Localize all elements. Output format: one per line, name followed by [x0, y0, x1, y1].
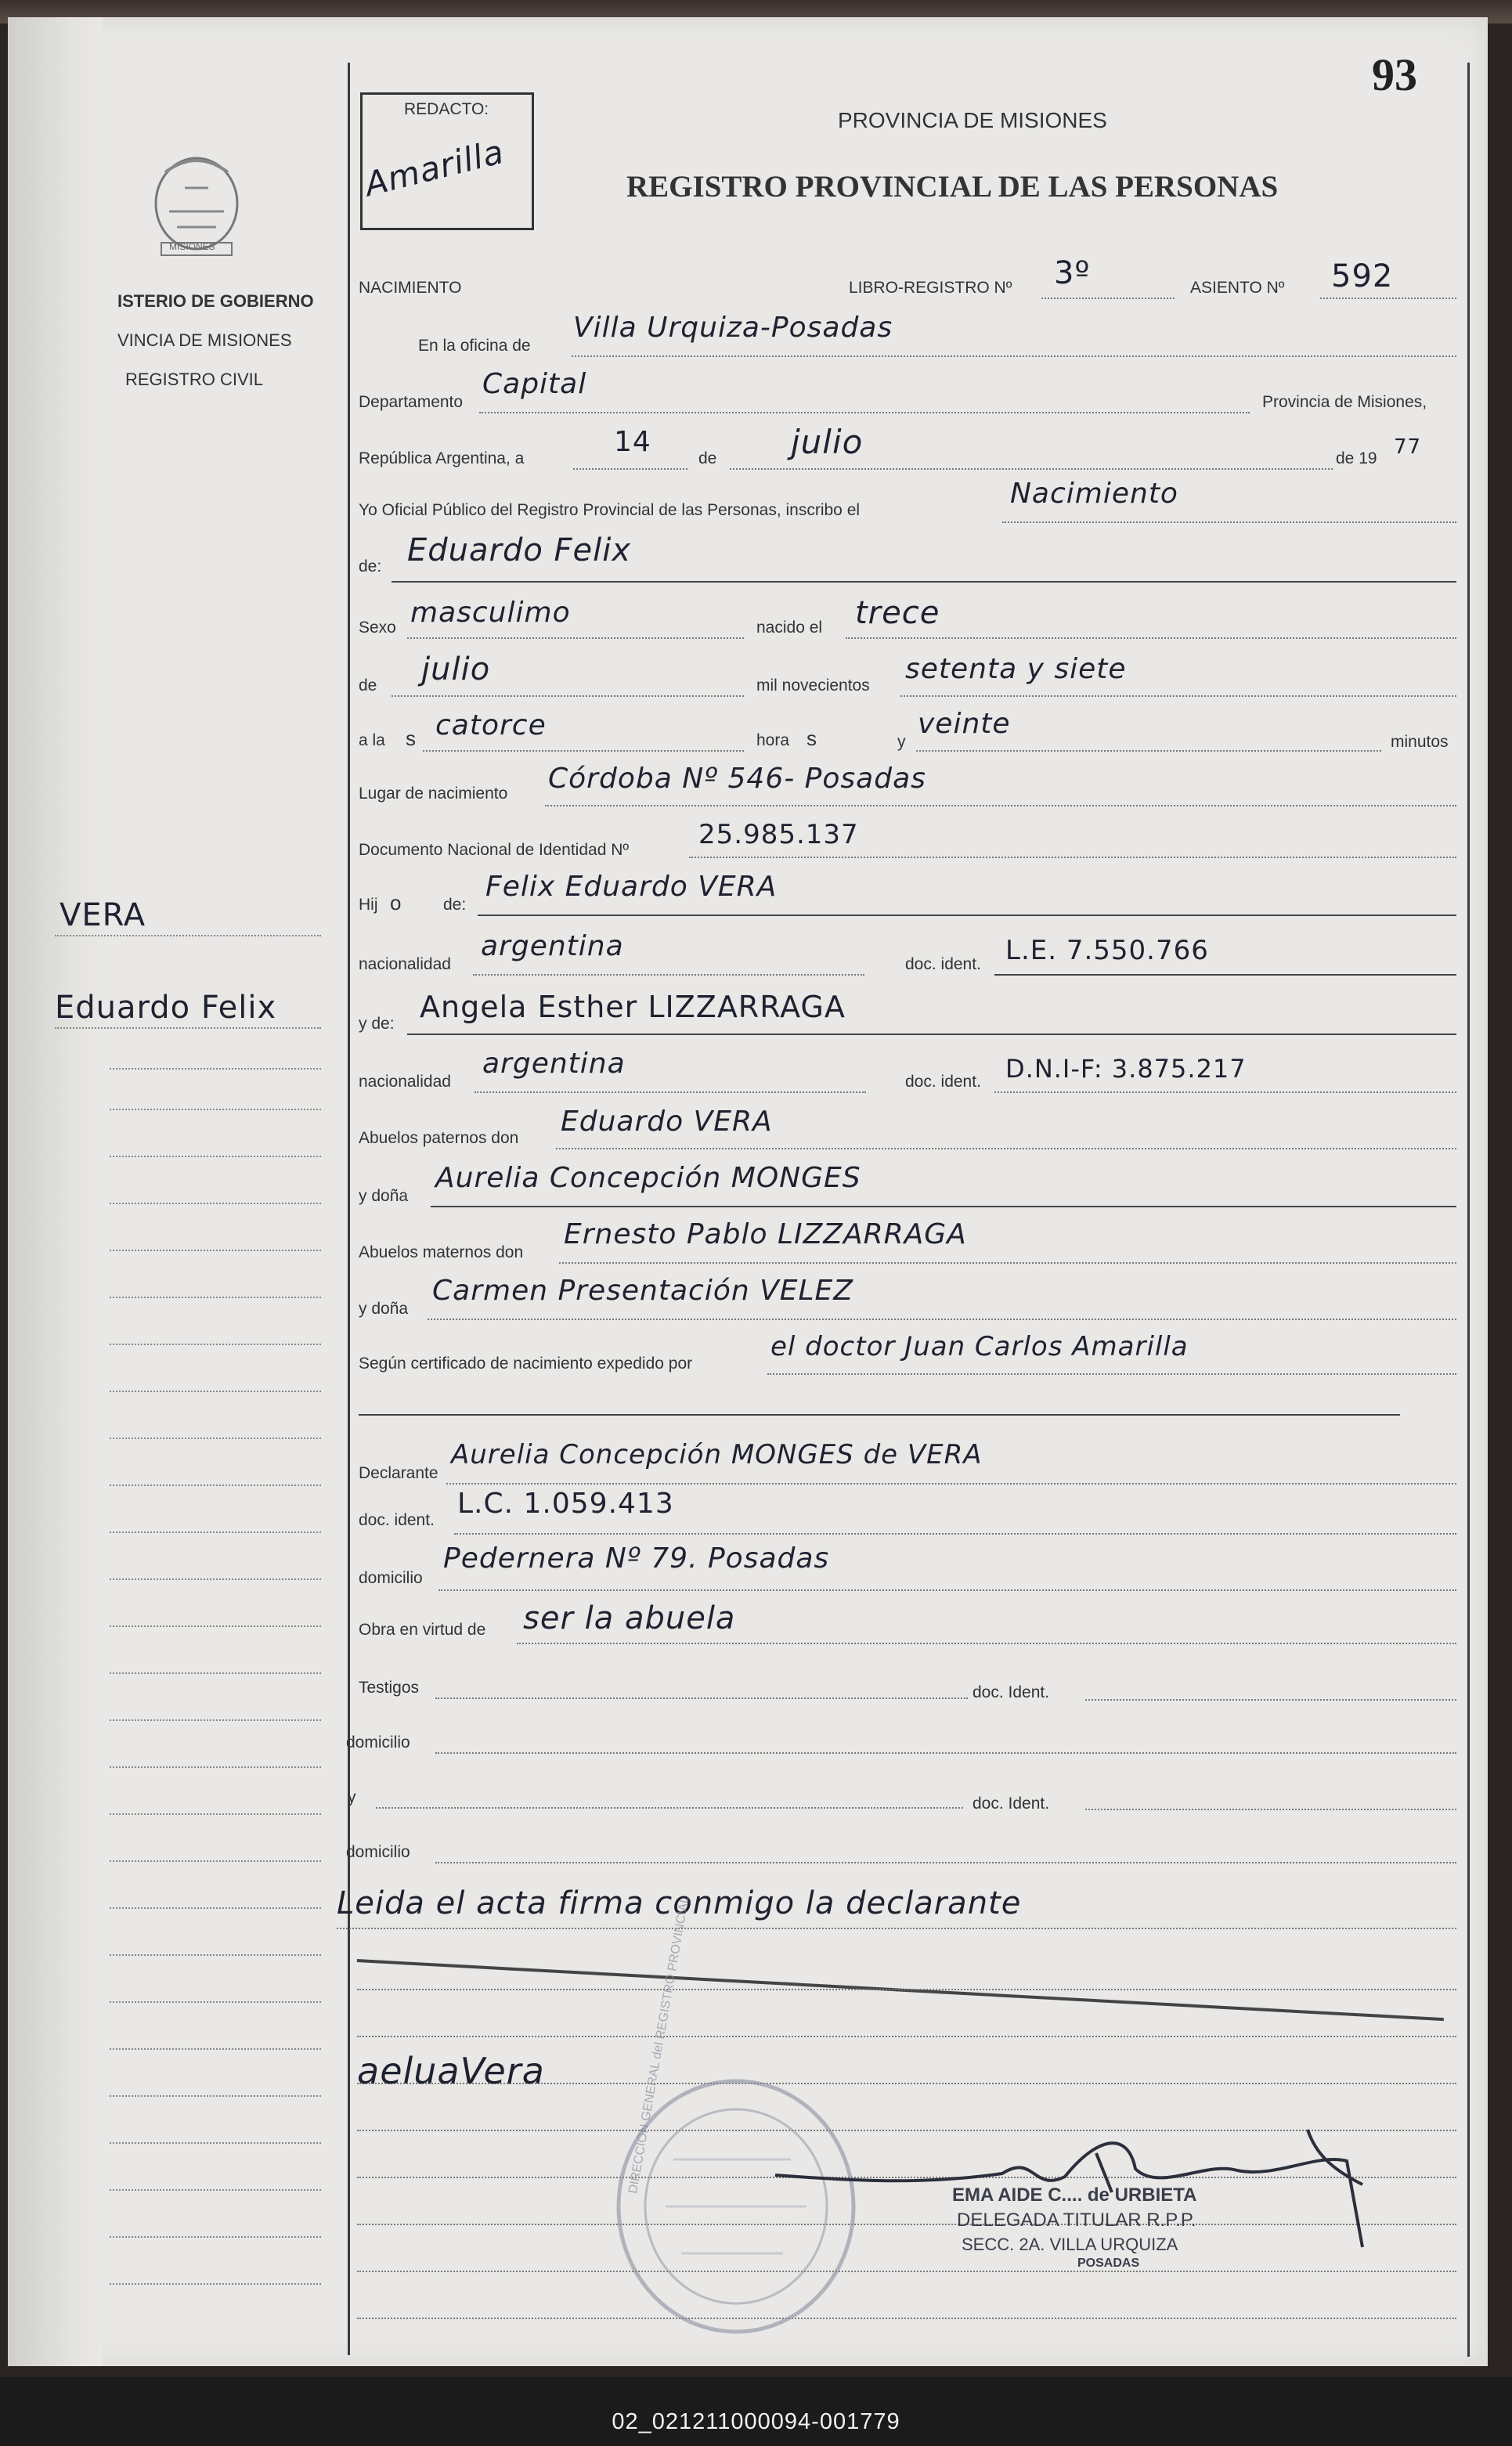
padre-doc-line — [994, 974, 1456, 976]
madre-doc-line — [994, 1091, 1456, 1093]
inscribo-value: Nacimiento — [1010, 478, 1178, 510]
testigos-label: Testigos — [359, 1679, 420, 1697]
margin-rule — [110, 1578, 321, 1580]
decl-doc-value: L.C. 1.059.413 — [457, 1488, 674, 1520]
margin-rule — [110, 1156, 321, 1157]
margin-rule — [110, 1813, 321, 1815]
dia-line — [573, 468, 687, 470]
madre-nac-line — [475, 1091, 866, 1093]
ministry-line: ISTERIO DE GOBIERNO — [117, 291, 314, 311]
cert-label: Según certificado de nacimiento expedido por — [359, 1355, 693, 1373]
margin-rule — [110, 1907, 321, 1909]
act-type-label: NACIMIENTO — [359, 279, 462, 297]
alas-s: s — [406, 727, 416, 750]
margin-given-names: Eduardo Felix — [55, 990, 277, 1026]
lugar-line — [545, 805, 1456, 806]
margin-rule — [110, 1672, 321, 1674]
abmat-dona-label: y doña — [359, 1300, 409, 1318]
padre-nac-value: argentina — [481, 930, 624, 962]
margin-rule — [110, 1344, 321, 1345]
mes-value: julio — [791, 423, 864, 461]
margin-rule — [110, 2236, 321, 2238]
margin-rule — [110, 2283, 321, 2285]
domicilio3-label: domicilio — [346, 1843, 410, 1861]
lugar-label: Lugar de nacimiento — [359, 785, 508, 803]
abpat-line — [556, 1148, 1456, 1149]
margin-rule — [110, 1068, 321, 1070]
declarant-signature: aeluaVera — [357, 2050, 545, 2092]
footer-filename: 02_021211000094-001779 — [612, 2409, 900, 2434]
margin-rule — [55, 935, 321, 936]
madre-doc-label: doc. ident. — [905, 1073, 981, 1091]
sexo-label: Sexo — [359, 619, 396, 637]
libro-label: LIBRO-REGISTRO Nº — [849, 279, 1012, 297]
leida-note: Leida el acta firma conmigo la declarante — [337, 1885, 1022, 1921]
redacto-signature: Amarilla — [360, 132, 508, 204]
domicilio-line — [438, 1589, 1456, 1591]
sexo-value: masculimo — [410, 597, 571, 629]
abpat-dona-label: y doña — [359, 1187, 409, 1205]
mes-nac-value: julio — [421, 651, 491, 687]
horas-s: s — [807, 727, 817, 750]
margin-rule — [110, 1860, 321, 1862]
declarante-line — [446, 1483, 1456, 1485]
anio-label: de 19 — [1336, 449, 1377, 467]
padre-nac-label: nacionalidad — [359, 955, 451, 973]
inscribo-label: Yo Oficial Público del Registro Provincial de las Personas, inscribo el — [359, 501, 861, 519]
blank-line — [357, 1989, 1456, 1990]
minutos-label: minutos — [1391, 733, 1449, 751]
abmat-line — [559, 1262, 1456, 1264]
abpat-label: Abuelos paternos don — [359, 1129, 519, 1147]
obra-line — [517, 1643, 1456, 1644]
child-name-line — [392, 581, 1456, 583]
hijo-o: o — [390, 891, 402, 915]
provincia-suffix: Provincia de Misiones, — [1262, 393, 1427, 411]
padre-doc-value: L.E. 7.550.766 — [1005, 935, 1209, 966]
blank-line — [357, 2271, 1456, 2272]
margin-surname: VERA — [60, 897, 146, 933]
round-seal-text: DIRECCION GENERAL del REGISTRO PROVINCIAL — [626, 1895, 692, 2195]
dni-label: Documento Nacional de Identidad Nº — [359, 841, 630, 859]
official-stamp-line3: SECC. 2A. VILLA URQUIZA — [962, 2235, 1178, 2254]
hijo-de: de: — [443, 896, 467, 914]
registry-header: REGISTRO PROVINCIAL DE LAS PERSONAS — [626, 170, 1279, 204]
obra-label: Obra en virtud de — [359, 1621, 486, 1639]
mes-nac-line — [392, 695, 744, 697]
abmat-value: Ernesto Pablo LIZZARRAGA — [564, 1218, 967, 1250]
margin-rule — [110, 1250, 321, 1251]
nacido-line — [846, 637, 1456, 639]
departamento-value: Capital — [482, 368, 587, 400]
hijo-label: Hij — [359, 896, 378, 914]
minutos-line — [916, 750, 1381, 752]
official-stamp-line1: EMA AIDE C.... de URBIETA — [952, 2184, 1197, 2206]
dia-value: 14 — [614, 426, 651, 458]
abmat-dona-value: Carmen Presentación VELEZ — [432, 1275, 853, 1307]
dni-value: 25.985.137 — [698, 819, 859, 850]
testigos-line — [435, 1697, 968, 1699]
margin-rule — [110, 1485, 321, 1486]
declarante-label: Declarante — [359, 1464, 438, 1482]
binding-strip — [8, 17, 102, 2366]
anio-nac-value: setenta y siete — [905, 653, 1127, 685]
de2-label: de: — [359, 557, 382, 575]
inscribo-line — [1002, 521, 1456, 523]
abmat-label: Abuelos maternos don — [359, 1243, 524, 1261]
testigos-doc-label: doc. Ident. — [973, 1683, 1050, 1701]
oficina-label: En la oficina de — [418, 337, 531, 355]
madre-value: Angela Esther LIZZARRAGA — [420, 990, 846, 1024]
margin-rule — [110, 2095, 321, 2097]
hora-line — [423, 750, 744, 752]
de3-label: de — [359, 676, 377, 694]
abmat-dona-line — [428, 1319, 1456, 1320]
margin-rule — [110, 1625, 321, 1627]
asiento-value: 592 — [1331, 258, 1394, 294]
de-label: de — [698, 449, 717, 467]
departamento-line — [479, 412, 1250, 413]
hora-value: catorce — [435, 709, 547, 741]
anio-nac-line — [900, 695, 1456, 697]
madre-doc-value: D.N.I-F: 3.875.217 — [1005, 1054, 1247, 1084]
minutos-value: veinte — [918, 708, 1011, 740]
margin-rule — [110, 1438, 321, 1439]
domicilio2-label: domicilio — [346, 1733, 410, 1752]
padre-doc-label: doc. ident. — [905, 955, 981, 973]
margin-rule — [110, 2048, 321, 2050]
padre-line — [478, 915, 1456, 916]
leida-line — [337, 1928, 1456, 1929]
margin-rule — [110, 2001, 321, 2003]
redacto-label: REDACTO: — [404, 100, 489, 118]
page-border-right — [1467, 63, 1470, 2357]
libro-line — [1041, 298, 1175, 299]
lugar-value: Córdoba Nº 546- Posadas — [548, 763, 926, 795]
folio-number: 93 — [1372, 49, 1417, 100]
anio-value: 77 — [1394, 435, 1422, 459]
domicilio-value: Pedernera Nº 79. Posadas — [443, 1542, 830, 1575]
margin-rule — [110, 1109, 321, 1110]
testigos-doc-line — [1085, 1699, 1456, 1701]
padre-value: Felix Eduardo VERA — [485, 871, 778, 903]
cert-line-2 — [359, 1414, 1400, 1416]
decl-doc-line — [454, 1533, 1456, 1535]
y2-label: y — [348, 1788, 356, 1806]
madre-line — [407, 1034, 1456, 1035]
y2-doc-line — [1085, 1809, 1456, 1810]
domicilio2-line — [435, 1752, 1456, 1754]
oficina-line — [572, 355, 1456, 357]
domicilio-label: domicilio — [359, 1569, 423, 1587]
child-name-value: Eduardo Felix — [407, 532, 632, 568]
y2-doc-label: doc. Ident. — [973, 1795, 1050, 1813]
margin-rule — [110, 1391, 321, 1392]
asiento-line — [1320, 298, 1456, 299]
abpat-value: Eduardo VERA — [561, 1106, 773, 1138]
official-stamp-line2: DELEGADA TITULAR R.P.P. — [957, 2210, 1196, 2231]
padre-nac-line — [473, 974, 864, 976]
decl-doc-label: doc. ident. — [359, 1511, 435, 1529]
mil-label: mil novecientos — [756, 676, 870, 694]
margin-rule — [110, 1203, 321, 1204]
abpat-dona-line — [431, 1206, 1456, 1207]
margin-rule — [110, 1719, 321, 1721]
dni-line — [689, 857, 1456, 858]
margin-rule — [110, 1954, 321, 1956]
province-line: VINCIA DE MISIONES — [117, 330, 292, 350]
declarante-value: Aurelia Concepción MONGES de VERA — [451, 1439, 983, 1470]
y-label: y — [897, 733, 906, 751]
cert-value: el doctor Juan Carlos Amarilla — [770, 1331, 1189, 1362]
mes-line — [730, 468, 1333, 470]
madre-nac-label: nacionalidad — [359, 1073, 451, 1091]
margin-rule — [55, 1027, 321, 1029]
obra-value: ser la abuela — [523, 1600, 736, 1636]
alas-label: a la — [359, 731, 385, 749]
margin-border-left — [348, 63, 350, 2355]
sexo-line — [407, 637, 744, 639]
y2-line — [376, 1807, 963, 1809]
registry-line: REGISTRO CIVIL — [125, 370, 264, 389]
margin-rule — [110, 1297, 321, 1298]
oficina-value: Villa Urquiza-Posadas — [573, 312, 893, 344]
blank-line — [357, 2318, 1456, 2319]
republica-label: República Argentina, a — [359, 449, 525, 467]
official-stamp-line4: POSADAS — [1077, 2257, 1140, 2270]
abpat-dona-value: Aurelia Concepción MONGES — [435, 1162, 861, 1194]
margin-rule — [110, 1766, 321, 1768]
asiento-label: ASIENTO Nº — [1190, 279, 1285, 297]
domicilio3-line — [435, 1862, 1456, 1863]
margin-rule — [110, 1531, 321, 1533]
margin-rule — [110, 2142, 321, 2144]
nacido-value: trece — [855, 595, 940, 631]
margin-rule — [110, 2189, 321, 2191]
crest-label: MISIONES — [169, 241, 215, 252]
libro-value: 3º — [1054, 255, 1091, 291]
horas-label: hora — [756, 731, 790, 749]
blank-line — [357, 2036, 1456, 2037]
yde-label: y de: — [359, 1015, 395, 1033]
cert-line — [767, 1373, 1456, 1375]
nacido-label: nacido el — [756, 619, 823, 637]
departamento-label: Departamento — [359, 393, 464, 411]
madre-nac-value: argentina — [482, 1048, 626, 1080]
province-header: PROVINCIA DE MISIONES — [838, 108, 1107, 132]
